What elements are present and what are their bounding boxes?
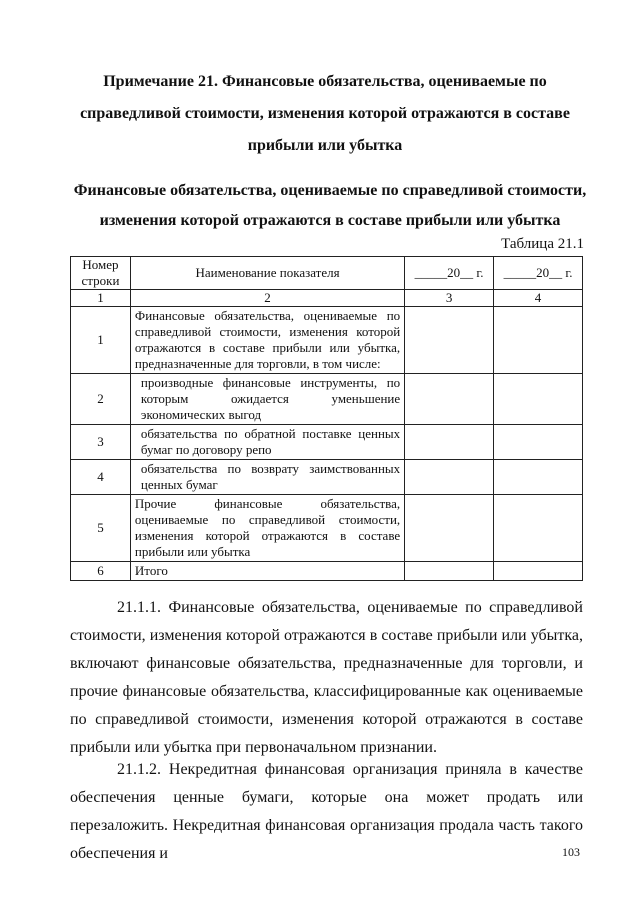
row-value-2: [494, 495, 583, 562]
row-number: 3: [71, 425, 131, 460]
row-value-2: [494, 562, 583, 581]
table-header-row: [71, 257, 583, 290]
column-number: 1: [71, 290, 131, 307]
row-value-1: [405, 562, 494, 581]
column-number: 3: [405, 290, 494, 307]
note-title: Примечание 21. Финансовые обязательства, оцениваемые по справедливой стоимости, изменения которой отражаются в составе прибыли или убытка: [80, 73, 570, 154]
header-row-number: Номер строки: [71, 257, 131, 290]
table-title: Финансовые обязательства, оцениваемые по справедливой стоимости, изменения которой отражаются в составе прибыли или убытка: [73, 182, 587, 229]
financial-liabilities-table: [70, 256, 583, 581]
page-number: 103: [562, 845, 580, 859]
row-number: 5: [71, 495, 131, 562]
row-name: Финансовые обязательства, оцениваемые по справедливой стоимости, изменения которой отражаются в составе прибыли или убытка, предназначенные для торговли, в том числе:: [130, 307, 404, 374]
table-row: [71, 307, 583, 374]
table-row: [71, 460, 583, 495]
row-value-1: [405, 460, 494, 495]
row-value-1: [405, 425, 494, 460]
header-year-1: _____20__ г.: [405, 257, 494, 290]
header-year-2: _____20__ г.: [494, 257, 583, 290]
column-number: 2: [130, 290, 404, 307]
row-value-2: [494, 460, 583, 495]
table-label: Таблица 21.1: [501, 236, 584, 252]
row-name: Итого: [130, 562, 404, 581]
row-number: 4: [71, 460, 131, 495]
row-number: 2: [71, 374, 131, 425]
paragraph-21-1-2: 21.1.2. Некредитная финансовая организация приняла в качестве обеспечения ценные бумаги, которые она может продать или перезаложить. Некредитная финансовая организация продала часть такого обеспечения и: [70, 761, 583, 862]
row-value-2: [494, 307, 583, 374]
row-value-1: [405, 307, 494, 374]
table-row: [71, 425, 583, 460]
row-number: 1: [71, 307, 131, 374]
table-row: [71, 562, 583, 581]
row-number: 6: [71, 562, 131, 581]
row-name: производные финансовые инструменты, по которым ожидается уменьшение экономических выгод: [130, 374, 404, 425]
row-name: обязательства по возврату заимствованных ценных бумаг: [130, 460, 404, 495]
header-indicator-name: Наименование показателя: [130, 257, 404, 290]
table-row: [71, 374, 583, 425]
row-value-2: [494, 425, 583, 460]
row-value-1: [405, 374, 494, 425]
row-value-1: [405, 495, 494, 562]
table-row: [71, 495, 583, 562]
row-name: Прочие финансовые обязательства, оцениваемые по справедливой стоимости, изменения которой отражаются в составе прибыли или убытка: [130, 495, 404, 562]
column-number-row: [71, 290, 583, 307]
row-name: обязательства по обратной поставке ценных бумаг по договору репо: [130, 425, 404, 460]
paragraph-21-1-1: 21.1.1. Финансовые обязательства, оцениваемые по справедливой стоимости, изменения которой отражаются в составе прибыли или убытка, включают финансовые обязательства, предназначенные для торговли, и прочие финансовые обязательства, классифицированные как оцениваемые по справедливой стоимости, изменения которой отражаются в составе прибыли или убытка при первоначальном признании.: [70, 599, 583, 756]
row-value-2: [494, 374, 583, 425]
column-number: 4: [494, 290, 583, 307]
